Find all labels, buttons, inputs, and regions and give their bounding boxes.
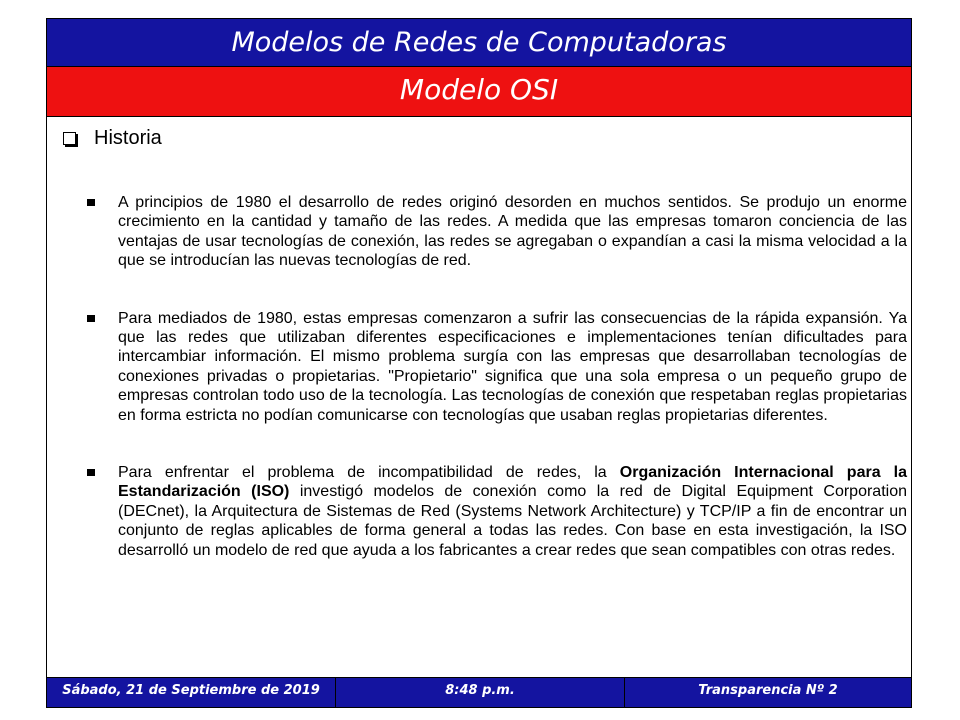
bullet-text: Para mediados de 1980, estas empresas comenzaron a sufrir las consecuencias de la rápida expansión. Ya que las redes que utilizaban diferentes especificaciones e implementaciones tenían dificultades para intercambiar información. El mismo problema surgía con las empresas que desarrollaban tecnologías de conexiones privadas o propietarias. "Propietario" significa que una sola empresa o un pequeño grupo de empresas controlan todo uso de la tecnología. Las tecnologías de conexión que respetaban reglas propietarias en forma estricta no podían comunicarse con tecnologías que usaban reglas propietarias diferentes. <box>118 309 907 424</box>
slide-content <box>47 117 911 679</box>
slide-footer <box>47 677 911 707</box>
slide-title: Modelos de Redes de Computadoras <box>47 19 911 67</box>
bullet-item <box>87 463 907 560</box>
square-bullet-icon <box>87 199 95 206</box>
square-bullet-icon <box>87 469 95 476</box>
bullet-text-start: Para enfrentar el problema de incompatibilidad de redes, la <box>118 464 620 482</box>
bullet-item <box>87 309 907 425</box>
bullet-text: A principios de 1980 el desarrollo de redes originó desorden en muchos sentidos. Se produjo un enorme crecimiento en la cantidad y tamaño de las redes. A medida que las empresas tomaron conciencia de las ventajas de usar tecnologías de conexión, las redes se agregaban o expandían a casi la misma velocidad a la que se introducían las nuevas tecnologías de red. <box>118 194 907 270</box>
bullet-text <box>118 463 907 560</box>
slide-subtitle: Modelo OSI <box>47 67 911 117</box>
checkbox-bullet-icon <box>63 132 76 145</box>
footer-slide-number: Transparencia Nº 2 <box>698 683 838 698</box>
slide <box>46 18 912 708</box>
bullet-item <box>87 193 907 271</box>
section-heading-text: Historia <box>94 127 162 149</box>
square-bullet-icon <box>87 315 95 322</box>
footer-date: Sábado, 21 de Septiembre de 2019 <box>47 678 336 707</box>
bullet-list <box>87 193 907 598</box>
section-heading <box>61 127 162 150</box>
footer-time: 8:48 p.m. <box>336 678 625 707</box>
bullet-text-end: investigó modelos de conexión como la red de Digital Equipment Corporation (DECnet), la Arquitectura de Sistemas de Red (Systems Network Architecture) y TCP/IP a fin de encontrar un conjunto de reglas aplicables de forma general a todas las redes. Con base en esta investigación, la ISO desarrolló un modelo de red que ayuda a los fabricantes a crear redes que sean compatibles con otras redes. <box>118 483 907 559</box>
iso-organization-name: Organización Internacional para la Estandarización (ISO) <box>118 464 908 501</box>
